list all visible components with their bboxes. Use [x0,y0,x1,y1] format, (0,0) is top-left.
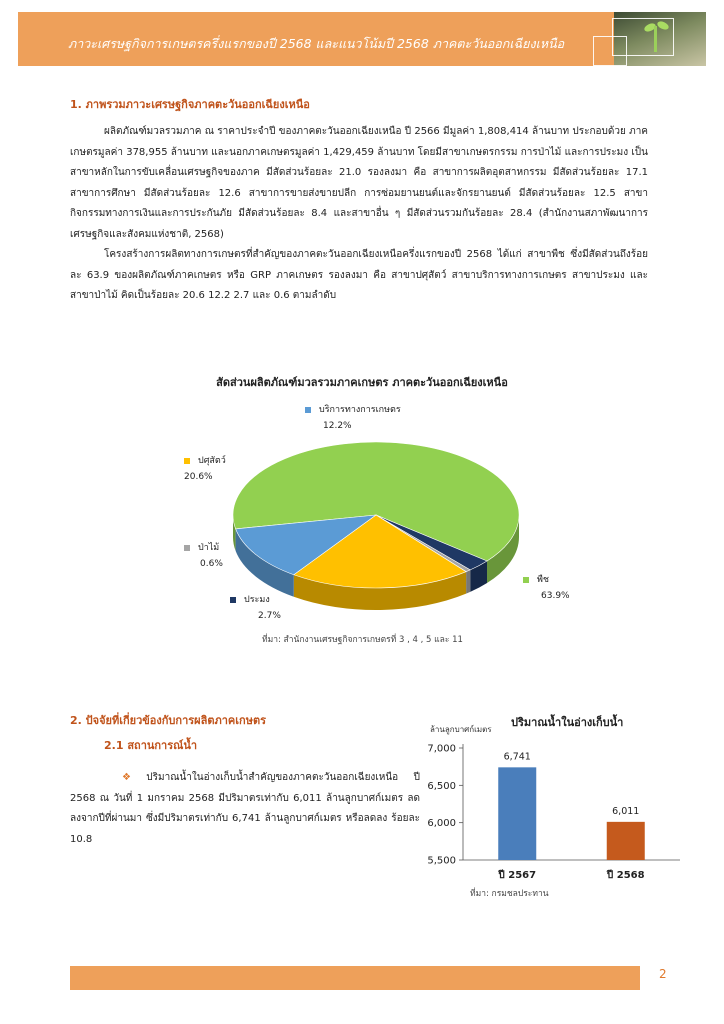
bar-ปี 2568 [607,822,645,860]
pie-chart-title: สัดส่วนผลิตภัณฑ์มวลรวมภาคเกษตร ภาคตะวันออกเฉียงเหนือ [216,376,508,389]
footer-bar [70,966,640,990]
label-value: 0.6% [200,559,223,569]
y-tick-label: 6,000 [427,818,456,830]
y-tick-label: 7,000 [427,743,456,755]
section1-title: 1. ภาพรวมภาวะเศรษฐกิจภาคตะวันออกเฉียงเหนือ [70,98,310,111]
bar-ปี 2567 [498,767,536,860]
bar-value-label: 6,741 [503,751,531,763]
paragraph: โครงสร้างการผลิตทางการเกษตรที่สำคัญของภาคตะวันออกเฉียงเหนือครึ่งแรกของปี 2568 ได้แก่ สาขาพืช ซึ่งมีสัดส่วนถึงร้อยละ 63.9 ของผลิตภัณฑ์ภาคเกษตร หรือ GRP ภาคเกษตร รองลงมา คือ สาขาปศุสัตว์ สาขาบริการทางการเกษตร สาขาประมง และสาขาป่าไม้ คิดเป็นร้อยละ 20.6 12.2 2.7 และ 0.6 ตามลำดับ [70,249,648,301]
label-value: 2.7% [258,611,281,621]
label-text: ป่าไม้ [198,543,220,553]
bar-source: ที่มา: กรมชลประทาน [470,889,549,899]
pie-source: ที่มา: สำนักงานเศรษฐกิจการเกษตรที่ 3 , 4 , 5 และ 11 [262,635,463,645]
bar-chart-title: ปริมาณน้ำในอ่างเก็บน้ำ [511,716,624,729]
y-tick-label: 5,500 [427,855,456,867]
label-text: ปศุสัตว์ [198,456,226,466]
section2-subtitle: 2.1 สถานการณ์น้ำ [104,739,198,752]
x-tick-label: ปี 2567 [498,870,537,881]
label-value: 63.9% [541,591,570,601]
label-text: พืช [537,575,550,585]
label-value: 20.6% [184,472,213,482]
label-text: บริการทางการเกษตร [319,405,401,415]
section2-title: 2. ปัจจัยที่เกี่ยวข้องกับการผลิตภาคเกษตร [70,714,266,727]
label-text: ประมง [244,595,270,605]
header-title: ภาวะเศรษฐกิจการเกษตรครึ่งแรกของปี 2568 และแนวโน้มปี 2568 ภาคตะวันออกเฉียงเหนือ [68,36,565,51]
x-tick-label: ปี 2568 [606,870,645,881]
page-number: 2 [659,967,667,981]
y-tick-label: 6,500 [427,780,456,792]
paragraph: ผลิตภัณฑ์มวลรวมภาค ณ ราคาประจำปี ของภาคตะวันออกเฉียงเหนือ ปี 2566 มีมูลค่า 1,808,414 ล้านบาท ประกอบด้วย ภาคเกษตรมูลค่า 378,955 ล้านบาท และนอกภาคเกษตรมูลค่า 1,429,459 ล้านบาท โดยมีสาขาเกษตรกรรม การป่าไม้ และการประมง เป็นสาขาหลักในการขับเคลื่อนเศรษฐกิจของภาค มีสัดส่วนร้อยละ 21.0 รองลงมา คือ สาขาการผลิตอุตสาหกรรม มีสัดส่วนร้อยละ 17.1 สาขาการศึกษา มีสัดส่วนร้อยละ 12.6 สาขาการขายส่งขายปลีก การซ่อมยานยนต์และจักรยานยนต์ มีสัดส่วนร้อยละ 12.5 สาขากิจกรรมทางการเงินและการประกันภัย มีสัดส่วนร้อยละ 8.4 และสาขาอื่น ๆ มีสัดส่วนรวมกันร้อยละ 28.4 (สำนักงานสภาพัฒนาการเศรษฐกิจและสังคมแห่งชาติ, 2568) [70,126,648,240]
bullet-icon: ❖ [122,772,144,783]
paragraph: ปริมาณน้ำในอ่างเก็บน้ำสำคัญของภาคตะวันออกเฉียงเหนือ ปี 2568 ณ วันที่ 1 มกราคม 2568 มีปริมาตรเท่ากับ 6,011 ล้านลูกบาศก์เมตร ลดลงจากปีที่ผ่านมา ซึ่งมีปริมาตรเท่ากับ 6,741 ล้านลูกบาศก์เมตร หรือลดลง ร้อยละ 10.8 [70,772,420,845]
bar-chart-ylabel: ล้านลูกบาศก์เมตร [430,725,492,734]
bar-value-label: 6,011 [612,805,640,817]
label-value: 12.2% [323,421,352,431]
